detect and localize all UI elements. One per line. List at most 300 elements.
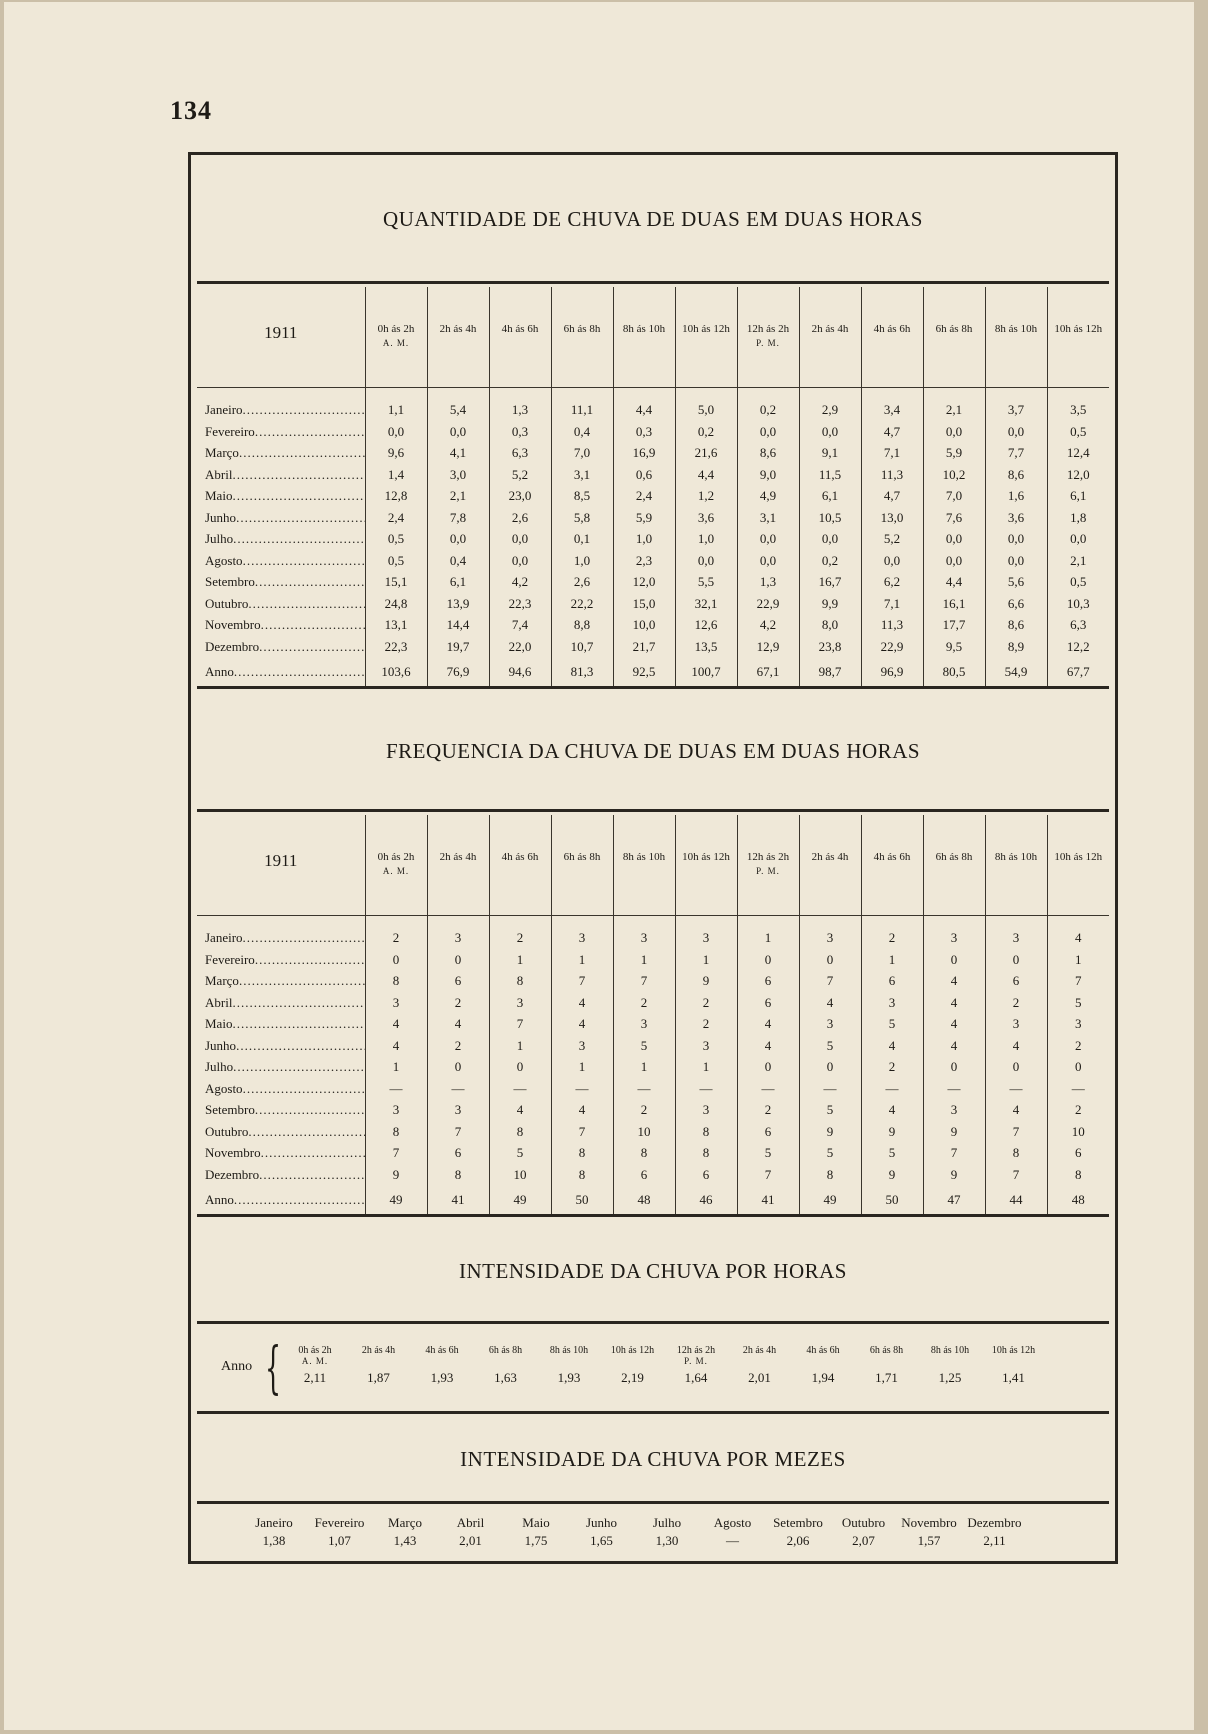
hour-range-header (427, 815, 489, 915)
value-cell: 5,8 (551, 507, 613, 529)
value-cell: 9,1 (799, 443, 861, 465)
hour-range-label: 12h ás 2h (746, 851, 790, 863)
intensity-hours-row (197, 1321, 1109, 1411)
value-cell: 10,7 (551, 636, 613, 658)
value-cell: 7,8 (427, 507, 489, 529)
value-cell: 3 (799, 1014, 861, 1036)
value-cell: 9,5 (923, 636, 985, 658)
table-row (197, 443, 1109, 465)
value-cell: 12,0 (1047, 464, 1109, 486)
intensity-value: 1,65 (590, 1533, 613, 1548)
value-cell: 4 (799, 992, 861, 1014)
value-cell: 0,0 (861, 550, 923, 572)
total-value-cell: 41 (427, 1186, 489, 1216)
hour-range-label: 2h ás 4h (439, 323, 477, 335)
value-cell: 7,6 (923, 507, 985, 529)
value-cell: 7 (489, 1014, 551, 1036)
table-row (197, 971, 1109, 993)
value-cell: 8,9 (985, 636, 1047, 658)
spacer-row (197, 387, 1109, 400)
value-cell: — (675, 1078, 737, 1100)
intensity-value: 1,41 (1002, 1370, 1025, 1385)
value-cell: — (427, 1078, 489, 1100)
value-cell: 0,0 (675, 550, 737, 572)
value-cell: 0,0 (799, 529, 861, 551)
month-cell (197, 971, 365, 993)
value-cell: 7 (985, 1121, 1047, 1143)
value-cell: 4 (985, 1100, 1047, 1122)
hour-range-header (861, 815, 923, 915)
hour-range-label: 4h ás 6h (501, 323, 539, 335)
value-cell: 2 (861, 928, 923, 950)
hour-range-label: 0h ás 2h (377, 323, 415, 335)
value-cell: 0,0 (737, 529, 799, 551)
value-cell: 22,3 (365, 636, 427, 658)
value-cell: 7,0 (923, 486, 985, 508)
hour-range-label: 8h ás 10h (930, 1345, 970, 1356)
month-cell (197, 464, 365, 486)
total-value-cell: 92,5 (613, 658, 675, 688)
value-cell: 7 (923, 1143, 985, 1165)
month-label: Novembro (205, 617, 261, 633)
value-cell: 0 (365, 949, 427, 971)
hour-range-header (675, 287, 737, 387)
value-cell: 6,1 (427, 572, 489, 594)
total-value-cell: 98,7 (799, 658, 861, 688)
hour-range-header (1047, 815, 1109, 915)
value-cell: 0,0 (985, 550, 1047, 572)
value-cell: 4,1 (427, 443, 489, 465)
value-cell: 2,1 (923, 400, 985, 422)
hour-range-header (489, 287, 551, 387)
hour-range-label: 8h ás 10h (994, 851, 1038, 863)
year-header: 1911 (197, 815, 365, 915)
value-cell: 8 (985, 1143, 1047, 1165)
value-cell: 0,0 (799, 421, 861, 443)
value-cell: — (613, 1078, 675, 1100)
value-cell: 8 (365, 1121, 427, 1143)
value-cell: 9 (923, 1121, 985, 1143)
intensity-hour-column (791, 1345, 855, 1386)
month-label: Maio (205, 1016, 233, 1032)
hour-range-label: 10h ás 12h (682, 323, 730, 335)
hour-range-label: 2h ás 4h (811, 851, 849, 863)
value-cell: 22,2 (551, 593, 613, 615)
value-cell: 6 (427, 1143, 489, 1165)
month-label: Setembro (205, 574, 255, 590)
value-cell: 2,1 (427, 486, 489, 508)
table-row (197, 572, 1109, 594)
intensity-hour-column (601, 1345, 665, 1386)
intensity-months-title: INTENSIDADE DA CHUVA POR MEZES (460, 1447, 846, 1471)
value-cell: 3,1 (551, 464, 613, 486)
value-cell: 5 (799, 1100, 861, 1122)
table-header-row (197, 815, 1109, 915)
value-cell: 3 (551, 928, 613, 950)
value-cell: 9 (799, 1121, 861, 1143)
value-cell: 16,1 (923, 593, 985, 615)
value-cell: 8 (489, 971, 551, 993)
value-cell: 5 (861, 1014, 923, 1036)
intensity-value: 1,93 (430, 1370, 454, 1385)
intensity-hour-column (664, 1345, 728, 1386)
month-cell (197, 1164, 365, 1186)
value-cell: 5,4 (427, 400, 489, 422)
hour-range-label: 10h ás 12h (610, 1345, 655, 1356)
value-cell: 6 (675, 1164, 737, 1186)
month-label: Fevereiro (205, 423, 255, 439)
value-cell: 4 (861, 1100, 923, 1122)
value-cell: 2,4 (365, 507, 427, 529)
month-cell (197, 507, 365, 529)
intensity-hours-title: INTENSIDADE DA CHUVA POR HORAS (459, 1259, 847, 1283)
month-label: Novembro (205, 1145, 261, 1161)
period-label (982, 1356, 1046, 1366)
total-label: Anno (205, 663, 234, 679)
month-label: Outubro (841, 1515, 886, 1530)
value-cell: 10 (613, 1121, 675, 1143)
value-cell: 2,3 (613, 550, 675, 572)
hour-range-header (551, 815, 613, 915)
table-row (197, 615, 1109, 637)
intensity-value: 1,75 (524, 1533, 548, 1548)
intensity-hour-column (283, 1345, 347, 1386)
value-cell: 6 (427, 971, 489, 993)
total-value-cell: 100,7 (675, 658, 737, 688)
value-cell: 23,0 (489, 486, 551, 508)
value-cell: 4,4 (613, 400, 675, 422)
value-cell: 1 (489, 1035, 551, 1057)
hour-range-header (1047, 287, 1109, 387)
month-cell (197, 421, 365, 443)
value-cell: 4 (551, 992, 613, 1014)
value-cell: 2,6 (551, 572, 613, 594)
value-cell: 12,0 (613, 572, 675, 594)
table-row (197, 1121, 1109, 1143)
hour-range-label: 12h ás 2h (746, 323, 790, 335)
hour-range-header (675, 815, 737, 915)
value-cell: 0 (427, 1057, 489, 1079)
intensity-months-row (197, 1515, 1109, 1563)
value-cell: 2 (427, 992, 489, 1014)
table-row (197, 1035, 1109, 1057)
value-cell: 1 (613, 1057, 675, 1079)
total-row (197, 658, 1109, 688)
period-label: A. M. (382, 866, 410, 876)
value-cell: 6,1 (799, 486, 861, 508)
month-cell (197, 949, 365, 971)
value-cell: 4,7 (861, 421, 923, 443)
month-label: Janeiro (255, 1515, 293, 1530)
value-cell: — (985, 1078, 1047, 1100)
spacer-row (197, 915, 1109, 928)
value-cell: 22,9 (861, 636, 923, 658)
intensity-value: 1,71 (875, 1370, 898, 1385)
value-cell: 17,7 (923, 615, 985, 637)
value-cell: 13,5 (675, 636, 737, 658)
value-cell: 0,0 (985, 529, 1047, 551)
value-cell: 6 (737, 971, 799, 993)
period-label (537, 1356, 601, 1366)
value-cell: 3 (365, 992, 427, 1014)
value-cell: 1 (737, 928, 799, 950)
value-cell: 2 (489, 928, 551, 950)
value-cell: 2,9 (799, 400, 861, 422)
value-cell: 0,0 (985, 421, 1047, 443)
intensity-hour-column (982, 1345, 1046, 1386)
value-cell: 5,0 (675, 400, 737, 422)
value-cell: 15,1 (365, 572, 427, 594)
value-cell: 3 (799, 928, 861, 950)
period-label (791, 1356, 855, 1366)
hour-range-label: 8h ás 10h (549, 1345, 589, 1356)
month-label: Abril (205, 994, 233, 1010)
period-label (410, 1356, 474, 1366)
value-cell: 1,0 (613, 529, 675, 551)
total-value-cell: 80,5 (923, 658, 985, 688)
value-cell: 14,4 (427, 615, 489, 637)
value-cell: 2 (861, 1057, 923, 1079)
period-label (601, 1356, 665, 1366)
hour-range-header (365, 815, 427, 915)
value-cell: 0,0 (737, 550, 799, 572)
value-cell: 32,1 (675, 593, 737, 615)
value-cell: 2,6 (489, 507, 551, 529)
value-cell: 3,0 (427, 464, 489, 486)
value-cell: — (923, 1078, 985, 1100)
value-cell: 7,0 (551, 443, 613, 465)
month-cell (197, 615, 365, 637)
hour-range-header (613, 815, 675, 915)
total-value-cell: 49 (365, 1186, 427, 1216)
month-label: Janeiro (205, 402, 243, 418)
value-cell: — (1047, 1078, 1109, 1100)
intensity-value: 1,64 (684, 1370, 708, 1385)
value-cell: 11,3 (861, 464, 923, 486)
total-value-cell: 44 (985, 1186, 1047, 1216)
value-cell: 8,0 (799, 615, 861, 637)
total-value-cell: 103,6 (365, 658, 427, 688)
total-label-cell (197, 658, 365, 688)
value-cell: 3 (551, 1035, 613, 1057)
hour-range-label: 6h ás 8h (935, 323, 973, 335)
total-value-cell: 50 (861, 1186, 923, 1216)
value-cell: 4 (1047, 928, 1109, 950)
year-header: 1911 (197, 287, 365, 387)
value-cell: 16,7 (799, 572, 861, 594)
value-cell: 3,1 (737, 507, 799, 529)
value-cell: 11,5 (799, 464, 861, 486)
value-cell: 1,3 (489, 400, 551, 422)
page-number: 134 (170, 96, 212, 125)
hour-range-header (427, 287, 489, 387)
value-cell: 4,2 (489, 572, 551, 594)
value-cell: 3 (613, 928, 675, 950)
value-cell: 0,2 (675, 421, 737, 443)
value-cell: 0 (923, 949, 985, 971)
value-cell: 1 (675, 949, 737, 971)
month-label: Março (388, 1515, 422, 1530)
value-cell: 0,0 (923, 529, 985, 551)
value-cell: 0,0 (923, 550, 985, 572)
value-cell: 1 (613, 949, 675, 971)
value-cell: 7,1 (861, 443, 923, 465)
frequency-title-rule (197, 809, 1109, 812)
hour-range-label: 10h ás 12h (1054, 851, 1103, 863)
value-cell: 8 (489, 1121, 551, 1143)
hour-range-label: 2h ás 4h (361, 1345, 396, 1356)
month-label: Março (205, 973, 239, 989)
value-cell: 5,5 (675, 572, 737, 594)
value-cell: 19,7 (427, 636, 489, 658)
table-row (197, 1057, 1109, 1079)
value-cell: 0 (799, 949, 861, 971)
total-value-cell: 49 (489, 1186, 551, 1216)
value-cell: 0,0 (365, 421, 427, 443)
period-label (855, 1356, 919, 1366)
month-label: Dezembro (967, 1515, 1022, 1530)
value-cell: 3 (675, 1035, 737, 1057)
value-cell: 0,5 (365, 529, 427, 551)
value-cell: 11,1 (551, 400, 613, 422)
table-row (197, 949, 1109, 971)
table-header-row (197, 287, 1109, 387)
table-row (197, 1100, 1109, 1122)
total-label: Anno (205, 1191, 234, 1207)
month-cell (197, 529, 365, 551)
table-row (197, 486, 1109, 508)
value-cell: 8 (551, 1164, 613, 1186)
value-cell: 1 (675, 1057, 737, 1079)
total-value-cell: 76,9 (427, 658, 489, 688)
month-cell (197, 928, 365, 950)
value-cell: 5 (799, 1143, 861, 1165)
intensity-value: 2,19 (621, 1370, 644, 1385)
hour-range-header (489, 815, 551, 915)
hour-range-label: 4h ás 6h (873, 323, 911, 335)
value-cell: 4 (489, 1100, 551, 1122)
month-label: Abril (456, 1515, 485, 1530)
value-cell: 6 (613, 1164, 675, 1186)
value-cell: 0,0 (923, 421, 985, 443)
value-cell: 2,1 (1047, 550, 1109, 572)
hour-range-header (985, 287, 1047, 387)
value-cell: 6,3 (489, 443, 551, 465)
value-cell: 0,5 (365, 550, 427, 572)
value-cell: 8 (675, 1143, 737, 1165)
value-cell: 0 (799, 1057, 861, 1079)
total-value-cell: 54,9 (985, 658, 1047, 688)
value-cell: 7 (1047, 971, 1109, 993)
value-cell: 6,2 (861, 572, 923, 594)
value-cell: 7 (551, 971, 613, 993)
value-cell: 4 (365, 1014, 427, 1036)
hour-range-label: 8h ás 10h (622, 851, 666, 863)
value-cell: 0 (985, 1057, 1047, 1079)
value-cell: 2 (675, 1014, 737, 1036)
hour-range-label: 4h ás 6h (425, 1345, 459, 1356)
value-cell: 0,0 (489, 550, 551, 572)
value-cell: 22,9 (737, 593, 799, 615)
value-cell: 8,8 (551, 615, 613, 637)
value-cell: 4,4 (675, 464, 737, 486)
value-cell: — (737, 1078, 799, 1100)
value-cell: — (365, 1078, 427, 1100)
month-cell (197, 572, 365, 594)
tables-frame (188, 152, 1118, 1564)
page (4, 2, 1194, 1730)
value-cell: 9,0 (737, 464, 799, 486)
value-cell: 12,8 (365, 486, 427, 508)
hour-range-label: 2h ás 4h (742, 1345, 777, 1356)
value-cell: 9,9 (799, 593, 861, 615)
month-label: Outubro (205, 1123, 249, 1139)
period-label (728, 1356, 792, 1366)
table-row (197, 464, 1109, 486)
value-cell: 7 (551, 1121, 613, 1143)
table-row (197, 400, 1109, 422)
value-cell: 1 (551, 949, 613, 971)
value-cell: 1,3 (737, 572, 799, 594)
value-cell: 3,5 (1047, 400, 1109, 422)
total-value-cell: 96,9 (861, 658, 923, 688)
month-label: Junho (205, 509, 237, 525)
period-label: A. M. (301, 1356, 329, 1366)
intensity-value: 1,38 (262, 1533, 286, 1548)
month-label: Julho (652, 1515, 682, 1530)
value-cell: 4,2 (737, 615, 799, 637)
value-cell: 1,1 (365, 400, 427, 422)
month-cell (197, 550, 365, 572)
value-cell: 0,0 (1047, 529, 1109, 551)
period-label: P. M. (756, 866, 780, 876)
month-label: Julho (205, 1059, 234, 1075)
month-label: Outubro (205, 595, 249, 611)
value-cell: 1 (1047, 949, 1109, 971)
month-label: Agosto (205, 552, 243, 568)
hour-range-header (551, 287, 613, 387)
intensity-hour-column (728, 1345, 792, 1386)
value-cell: 23,8 (799, 636, 861, 658)
value-cell: 2 (1047, 1100, 1109, 1122)
intensity-value: — (726, 1533, 739, 1548)
total-value-cell: 50 (551, 1186, 613, 1216)
value-cell: 2 (675, 992, 737, 1014)
hour-range-header (799, 287, 861, 387)
value-cell: 6,3 (1047, 615, 1109, 637)
value-cell: 9,6 (365, 443, 427, 465)
frequency-table (197, 815, 1109, 1217)
value-cell: 0,0 (737, 421, 799, 443)
value-cell: 7 (427, 1121, 489, 1143)
hour-range-label: 0h ás 2h (298, 1345, 332, 1356)
intensity-value: 2,01 (459, 1533, 482, 1548)
total-value-cell: 81,3 (551, 658, 613, 688)
table-row (197, 421, 1109, 443)
month-cell (197, 1143, 365, 1165)
value-cell: 6 (737, 1121, 799, 1143)
hour-range-header (923, 287, 985, 387)
value-cell: 4,7 (861, 486, 923, 508)
month-cell (197, 1121, 365, 1143)
table-row (197, 1078, 1109, 1100)
intensity-value: 1,57 (917, 1533, 941, 1548)
value-cell: 4 (427, 1014, 489, 1036)
month-cell (197, 636, 365, 658)
value-cell: 5 (489, 1143, 551, 1165)
table-row (197, 1164, 1109, 1186)
value-cell: 3,7 (985, 400, 1047, 422)
